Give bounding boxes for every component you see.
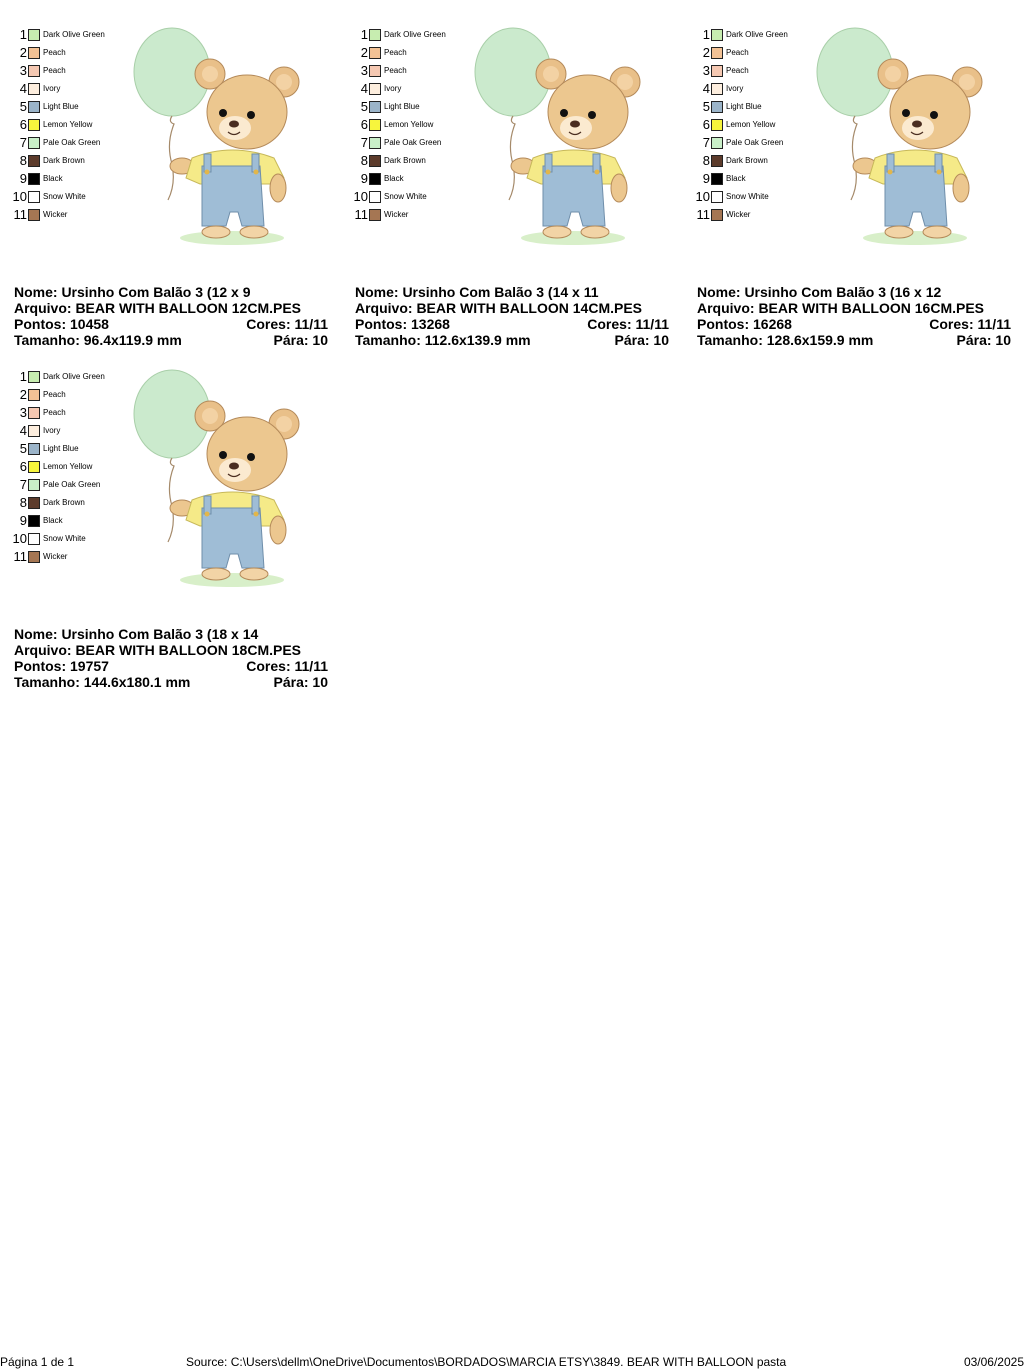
thread-color-swatch — [711, 119, 723, 131]
thread-row — [341, 188, 427, 206]
thread-row — [0, 440, 79, 458]
thread-number: 1 — [19, 27, 27, 42]
thread-number: 3 — [19, 63, 27, 78]
thread-number: 11 — [696, 207, 710, 222]
thread-row — [341, 134, 441, 152]
thread-color-name: Black — [43, 174, 63, 183]
thread-color-name: Peach — [726, 48, 749, 57]
design-info — [697, 284, 1011, 348]
thread-row — [0, 386, 66, 404]
thread-color-swatch — [28, 443, 40, 455]
thread-number: 10 — [353, 189, 368, 204]
thread-row — [683, 170, 746, 188]
thread-row — [0, 26, 105, 44]
thread-color-swatch — [711, 47, 723, 59]
thread-row — [341, 62, 407, 80]
stitch-count: Pontos: 16268 — [697, 316, 792, 332]
design-name: Nome: Ursinho Com Balão 3 (12 x 9 — [14, 284, 251, 300]
thread-color-name: Ivory — [726, 84, 744, 93]
thread-row — [683, 80, 743, 98]
stitch-count: Pontos: 19757 — [14, 658, 109, 674]
thread-number: 10 — [695, 189, 710, 204]
thread-color-swatch — [28, 407, 40, 419]
thread-color-name: Dark Brown — [43, 156, 85, 165]
thread-color-name: Light Blue — [726, 102, 762, 111]
thread-row — [341, 116, 433, 134]
thread-row — [0, 206, 67, 224]
design-name: Nome: Ursinho Com Balão 3 (16 x 12 — [697, 284, 942, 300]
thread-row — [0, 512, 63, 530]
thread-color-name: Wicker — [43, 210, 68, 219]
thread-number: 10 — [12, 189, 27, 204]
thread-color-name: Snow White — [384, 192, 427, 201]
thread-row — [341, 44, 407, 62]
thread-color-swatch — [711, 155, 723, 167]
thread-color-name: Snow White — [43, 192, 86, 201]
thread-color-swatch — [28, 425, 40, 437]
thread-color-swatch — [28, 389, 40, 401]
thread-number: 1 — [360, 27, 368, 42]
thread-color-name: Light Blue — [43, 444, 79, 453]
design-card-4 — [0, 368, 328, 690]
thread-color-swatch — [28, 83, 40, 95]
bear-with-balloon-illustration — [120, 26, 320, 246]
design-name: Nome: Ursinho Com Balão 3 (14 x 11 — [355, 284, 599, 300]
thread-row — [0, 134, 100, 152]
thread-number: 6 — [19, 459, 27, 474]
thread-color-swatch — [369, 119, 381, 131]
thread-number: 8 — [702, 153, 710, 168]
thread-row — [0, 458, 92, 476]
thread-row — [0, 170, 63, 188]
footer-date: 03/06/2025 — [963, 1355, 1024, 1369]
design-size: Tamanho: 144.6x180.1 mm — [14, 674, 191, 690]
thread-color-name: Lemon Yellow — [43, 462, 93, 471]
design-file: Arquivo: BEAR WITH BALLOON 18CM.PES — [14, 642, 302, 658]
thread-row — [0, 152, 85, 170]
thread-number: 4 — [702, 81, 710, 96]
thread-number: 7 — [702, 135, 710, 150]
thread-number: 9 — [19, 171, 27, 186]
thread-row — [0, 530, 86, 548]
thread-number: 5 — [19, 441, 27, 456]
thread-color-name: Light Blue — [384, 102, 420, 111]
thread-color-swatch — [28, 533, 40, 545]
thread-row — [683, 188, 769, 206]
color-count: Cores: 11/11 — [246, 658, 328, 674]
stop-count: Pára: 10 — [273, 674, 328, 690]
thread-number: 9 — [702, 171, 710, 186]
thread-number: 2 — [19, 387, 27, 402]
thread-color-swatch — [28, 65, 40, 77]
thread-color-name: Light Blue — [43, 102, 79, 111]
design-info — [355, 284, 669, 348]
thread-number: 4 — [360, 81, 368, 96]
thread-color-name: Ivory — [384, 84, 402, 93]
design-size: Tamanho: 96.4x119.9 mm — [14, 332, 182, 348]
design-card-2 — [341, 26, 669, 348]
thread-color-swatch — [28, 137, 40, 149]
thread-color-swatch — [711, 29, 723, 41]
thread-row — [0, 80, 60, 98]
stitch-count: Pontos: 10458 — [14, 316, 109, 332]
thread-color-swatch — [28, 173, 40, 185]
thread-color-name: Peach — [384, 48, 407, 57]
thread-color-swatch — [711, 83, 723, 95]
thread-number: 2 — [360, 45, 368, 60]
thread-row — [683, 152, 768, 170]
thread-color-name: Dark Olive Green — [43, 372, 105, 381]
thread-number: 2 — [19, 45, 27, 60]
thread-row — [683, 134, 783, 152]
thread-color-swatch — [369, 173, 381, 185]
thread-color-name: Dark Brown — [43, 498, 85, 507]
stop-count: Pára: 10 — [956, 332, 1011, 348]
thread-number: 8 — [19, 495, 27, 510]
thread-color-name: Ivory — [43, 426, 61, 435]
thread-row — [683, 116, 775, 134]
thread-color-name: Pale Oak Green — [726, 138, 784, 147]
thread-color-name: Peach — [43, 66, 66, 75]
thread-row — [0, 548, 67, 566]
stop-count: Pára: 10 — [614, 332, 669, 348]
design-size: Tamanho: 112.6x139.9 mm — [355, 332, 531, 348]
bear-with-balloon-illustration — [461, 26, 661, 246]
thread-number: 6 — [19, 117, 27, 132]
thread-color-swatch — [28, 515, 40, 527]
color-count: Cores: 11/11 — [246, 316, 328, 332]
thread-color-swatch — [711, 191, 723, 203]
thread-row — [0, 62, 66, 80]
thread-color-name: Snow White — [726, 192, 769, 201]
design-file: Arquivo: BEAR WITH BALLOON 16CM.PES — [697, 300, 985, 316]
thread-color-name: Peach — [43, 48, 66, 57]
thread-color-swatch — [28, 551, 40, 563]
thread-number: 2 — [702, 45, 710, 60]
thread-row — [341, 98, 420, 116]
thread-color-name: Wicker — [384, 210, 409, 219]
thread-row — [0, 422, 60, 440]
thread-row — [341, 206, 408, 224]
design-card-1 — [0, 26, 328, 348]
thread-color-swatch — [369, 137, 381, 149]
thread-color-swatch — [28, 371, 40, 383]
color-count: Cores: 11/11 — [929, 316, 1011, 332]
thread-color-swatch — [28, 101, 40, 113]
design-size: Tamanho: 128.6x159.9 mm — [697, 332, 874, 348]
thread-row — [0, 476, 100, 494]
thread-number: 7 — [360, 135, 368, 150]
thread-color-name: Dark Brown — [384, 156, 426, 165]
thread-color-swatch — [711, 137, 723, 149]
thread-color-swatch — [28, 155, 40, 167]
thread-color-swatch — [369, 101, 381, 113]
thread-color-swatch — [28, 461, 40, 473]
thread-row — [683, 206, 750, 224]
thread-color-swatch — [28, 47, 40, 59]
design-file: Arquivo: BEAR WITH BALLOON 12CM.PES — [14, 300, 302, 316]
thread-color-name: Black — [726, 174, 746, 183]
thread-color-swatch — [369, 29, 381, 41]
thread-number: 10 — [12, 531, 27, 546]
thread-color-swatch — [28, 209, 40, 221]
thread-row — [683, 44, 749, 62]
thread-number: 11 — [13, 549, 27, 564]
thread-row — [0, 404, 66, 422]
design-info — [14, 626, 328, 690]
thread-color-swatch — [28, 479, 40, 491]
thread-number: 5 — [702, 99, 710, 114]
thread-color-name: Pale Oak Green — [43, 480, 101, 489]
thread-number: 11 — [13, 207, 27, 222]
thread-color-name: Dark Olive Green — [726, 30, 788, 39]
thread-color-swatch — [369, 83, 381, 95]
thread-row — [0, 44, 66, 62]
bear-with-balloon-illustration — [120, 368, 320, 588]
thread-color-swatch — [369, 47, 381, 59]
thread-color-name: Peach — [384, 66, 407, 75]
thread-color-swatch — [28, 29, 40, 41]
thread-color-swatch — [369, 191, 381, 203]
thread-color-name: Wicker — [43, 552, 68, 561]
thread-color-swatch — [28, 497, 40, 509]
thread-number: 3 — [19, 405, 27, 420]
thread-color-name: Wicker — [726, 210, 751, 219]
thread-number: 3 — [360, 63, 368, 78]
thread-row — [683, 26, 788, 44]
thread-color-name: Ivory — [43, 84, 61, 93]
thread-color-name: Peach — [43, 390, 66, 399]
thread-number: 6 — [702, 117, 710, 132]
thread-color-swatch — [28, 119, 40, 131]
thread-row — [0, 116, 92, 134]
thread-number: 1 — [19, 369, 27, 384]
thread-row — [0, 98, 79, 116]
thread-number: 7 — [19, 477, 27, 492]
thread-row — [341, 80, 401, 98]
footer-page-number: Página 1 de 1 — [0, 1355, 75, 1369]
thread-color-name: Lemon Yellow — [726, 120, 776, 129]
thread-color-name: Pale Oak Green — [43, 138, 101, 147]
design-file: Arquivo: BEAR WITH BALLOON 14CM.PES — [355, 300, 643, 316]
thread-row — [0, 368, 105, 386]
thread-number: 7 — [19, 135, 27, 150]
thread-color-swatch — [369, 155, 381, 167]
thread-color-name: Black — [43, 516, 63, 525]
thread-color-swatch — [369, 65, 381, 77]
thread-color-swatch — [711, 101, 723, 113]
design-card-3 — [683, 26, 1011, 348]
thread-number: 11 — [354, 207, 368, 222]
thread-color-swatch — [711, 209, 723, 221]
thread-number: 4 — [19, 423, 27, 438]
thread-number: 9 — [360, 171, 368, 186]
thread-number: 8 — [360, 153, 368, 168]
footer-source-path: Source: C:\Users\dellm\OneDrive\Documentos\BORDADOS\MARCIA ETSY\3849. BEAR WITH BALLOON pasta — [186, 1355, 787, 1369]
thread-number: 1 — [702, 27, 710, 42]
thread-number: 8 — [19, 153, 27, 168]
thread-row — [0, 494, 85, 512]
stop-count: Pára: 10 — [273, 332, 328, 348]
thread-number: 9 — [19, 513, 27, 528]
thread-color-swatch — [711, 173, 723, 185]
color-count: Cores: 11/11 — [587, 316, 669, 332]
design-name: Nome: Ursinho Com Balão 3 (18 x 14 — [14, 626, 259, 642]
thread-color-swatch — [369, 209, 381, 221]
thread-number: 6 — [360, 117, 368, 132]
thread-number: 4 — [19, 81, 27, 96]
thread-number: 5 — [19, 99, 27, 114]
bear-with-balloon-illustration — [803, 26, 1003, 246]
thread-color-name: Dark Olive Green — [384, 30, 446, 39]
thread-color-swatch — [28, 191, 40, 203]
thread-color-swatch — [711, 65, 723, 77]
thread-color-name: Peach — [43, 408, 66, 417]
thread-color-name: Lemon Yellow — [43, 120, 93, 129]
thread-row — [341, 170, 404, 188]
thread-color-name: Black — [384, 174, 404, 183]
thread-number: 5 — [360, 99, 368, 114]
thread-color-name: Pale Oak Green — [384, 138, 442, 147]
thread-row — [683, 98, 762, 116]
stitch-count: Pontos: 13268 — [355, 316, 450, 332]
thread-color-name: Lemon Yellow — [384, 120, 434, 129]
thread-color-name: Dark Brown — [726, 156, 768, 165]
thread-row — [341, 152, 426, 170]
thread-color-name: Peach — [726, 66, 749, 75]
thread-row — [683, 62, 749, 80]
thread-row — [0, 188, 86, 206]
thread-color-name: Dark Olive Green — [43, 30, 105, 39]
design-info — [14, 284, 328, 348]
thread-row — [341, 26, 446, 44]
thread-color-name: Snow White — [43, 534, 86, 543]
thread-number: 3 — [702, 63, 710, 78]
